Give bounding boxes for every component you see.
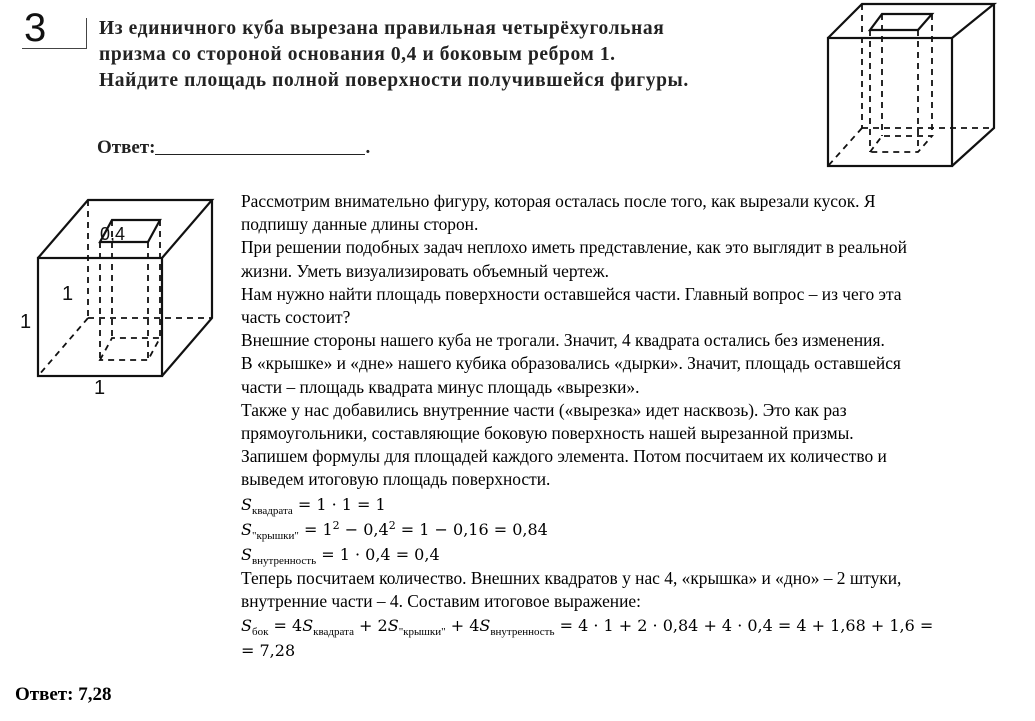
label-left-edge: 1 — [20, 311, 32, 333]
solution-line: жизни. Уметь визуализировать объемный чертеж. — [241, 260, 610, 281]
answer-blank — [155, 136, 365, 155]
solution-text — [241, 190, 1031, 663]
problem-statement — [99, 16, 767, 94]
problem-line: призма со стороной основания 0,4 и боковым ребром 1. — [99, 44, 616, 65]
solution-line: При решении подобных задач неплохо иметь представление, как это выглядит в реальной — [241, 237, 907, 258]
answer-field — [97, 136, 370, 159]
problem-number: 3 — [24, 6, 47, 50]
formula-total: $S_{бок} = 4S_{квадрата} + 2S_{"крышки"} + 4S_{внутренность} = 4 \cdot 1 + 2 \cdot 0,84 + 4 \cdot 0,4 = 4 + 1,68 + 1,6$ = — [241, 616, 934, 639]
solution-line: Теперь посчитаем количество. Внешних квадратов у нас 4, «крышка» и «дно» – 2 штуки, — [241, 567, 902, 588]
label-bottom-edge: 1 — [94, 377, 106, 396]
label-inner-edge: 1 — [62, 283, 74, 305]
solution-line: выведем итоговую площадь поверхности. — [241, 469, 551, 490]
solution-line: Внешние стороны нашего куба не трогали. Значит, 4 квадрата остались без изменения. — [241, 330, 885, 351]
solution-line: Также у нас добавились внутренние части («вырезка» идет насквозь). Это как раз — [241, 399, 847, 420]
problem-line: Из единичного куба вырезана правильная четырёхугольная — [99, 18, 665, 39]
problem-line: Найдите площадь полной поверхности получившейся фигуры. — [99, 70, 689, 91]
solution-line: части – площадь квадрата минус площадь «вырезки». — [241, 376, 640, 397]
solution-line: Нам нужно найти площадь поверхности оставшейся части. Главный вопрос – из чего эта — [241, 283, 902, 304]
formula-square: $S_{квадрата} = 1 \cdot 1 = 1$ — [241, 494, 386, 517]
solution-line: В «крышке» и «дне» нашего кубика образовались «дырки». Значит, площадь оставшейся — [241, 353, 901, 374]
solution-line: часть состоит? — [241, 307, 351, 328]
cube-figure-top — [824, 0, 1000, 172]
formula-lid: $S_{"крышки"} = 1^2 - 0,4^2 = 1 - 0,16 = 0,84$ — [241, 518, 548, 542]
label-top-side: 0,4 — [100, 224, 126, 244]
answer-end: . — [365, 137, 371, 158]
solution-line: Запишем формулы для площадей каждого элемента. Потом посчитаем их количество и — [241, 446, 887, 467]
formula-result: = 7,28 — [241, 641, 296, 661]
solution-line: прямоугольники, составляющие боковую поверхность нашей вырезанной призмы. — [241, 423, 854, 444]
answer-label: Ответ: — [97, 137, 156, 158]
solution-line: подпишу данные длины сторон. — [241, 214, 479, 235]
final-answer: Ответ: 7,28 — [15, 684, 112, 705]
cube-figure-labeled — [16, 196, 226, 396]
solution-line: внутренние части – 4. Составим итоговое выражение: — [241, 590, 641, 611]
solution-line: Рассмотрим внимательно фигуру, которая осталась после того, как вырезали кусок. Я — [241, 191, 876, 211]
formula-inner: $S_{внутренность} = 1 \cdot 0,4 = 0,4$ — [241, 544, 440, 567]
